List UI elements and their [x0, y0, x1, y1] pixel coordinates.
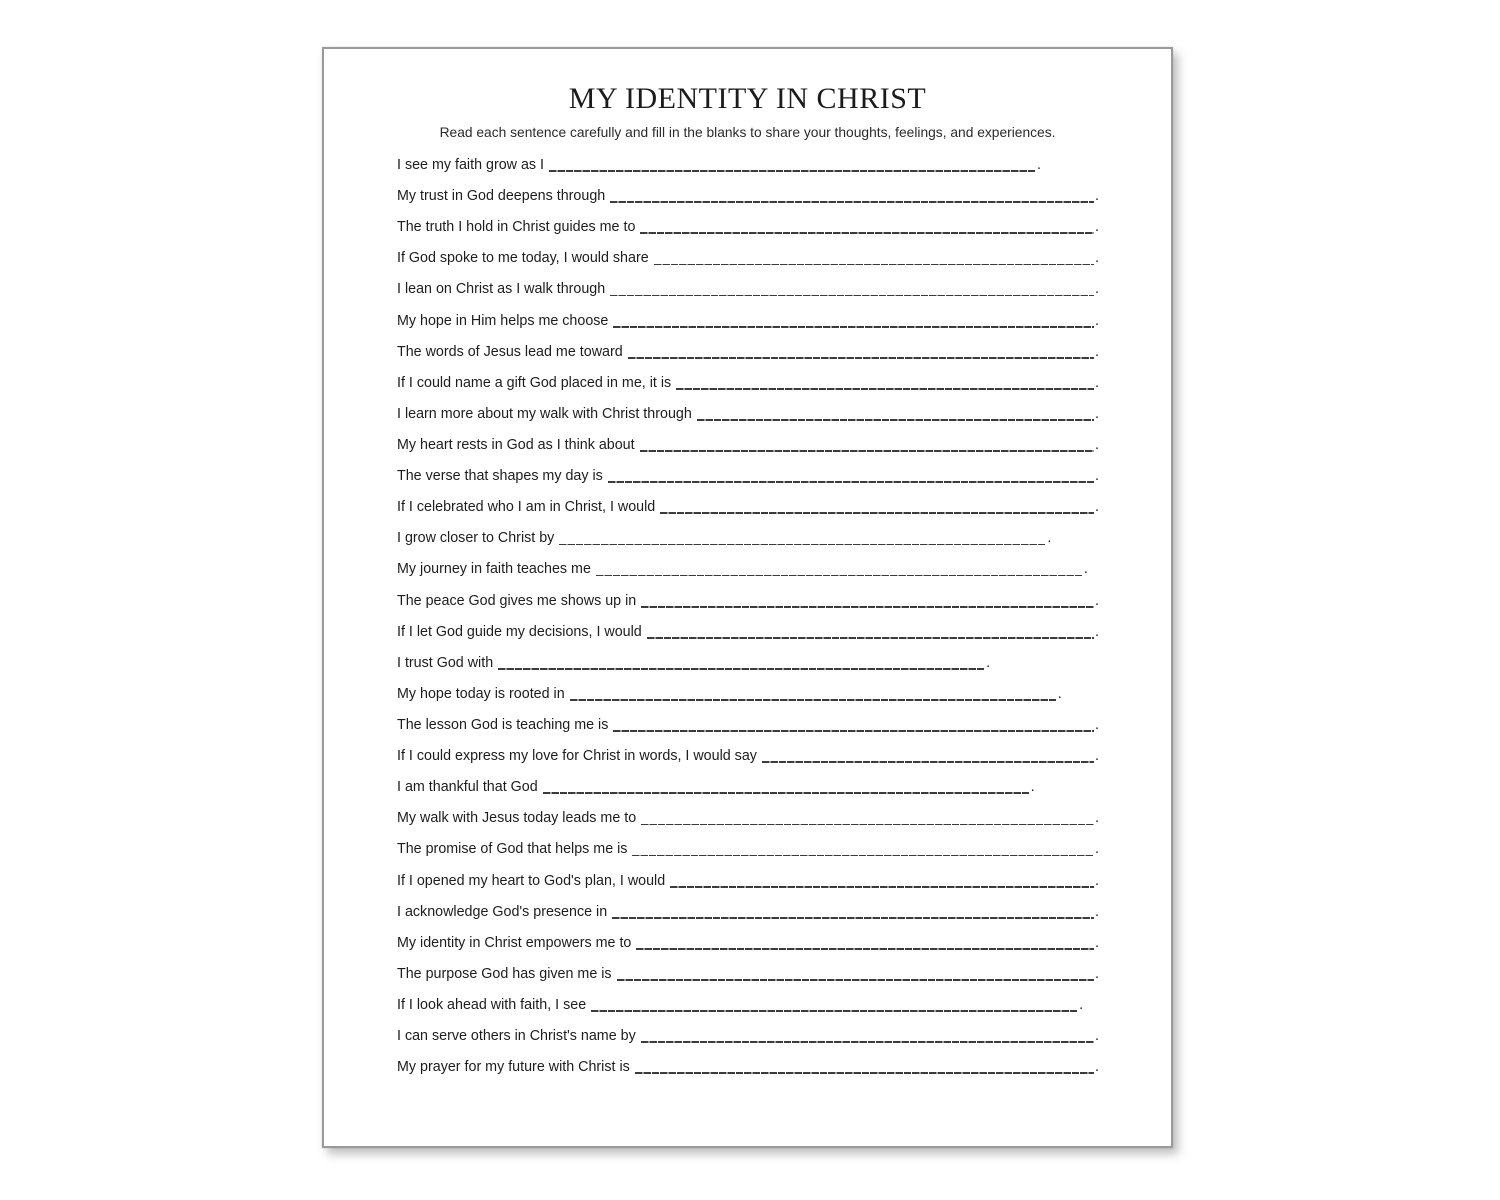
- sentence-prompt: If I could express my love for Christ in words, I would say: [397, 748, 757, 765]
- fill-in-blank[interactable]: [608, 481, 1094, 483]
- fill-in-blank[interactable]: [610, 201, 1094, 203]
- fill-in-blank[interactable]: [632, 855, 1094, 857]
- fill-in-blank[interactable]: [591, 1010, 1078, 1012]
- fill-in-blank[interactable]: [635, 1072, 1094, 1074]
- sentence-row-21: [397, 779, 1099, 810]
- sentence-prompt: I learn more about my walk with Christ through: [397, 405, 692, 422]
- sentence-row-29: [397, 1028, 1099, 1059]
- sentence-row-5: [397, 281, 1099, 312]
- sentence-period: .: [1095, 592, 1099, 609]
- fill-in-blank[interactable]: [641, 824, 1094, 826]
- sentence-row-30: [397, 1059, 1099, 1090]
- sentence-period: .: [1095, 281, 1099, 298]
- sentence-prompt: I can serve others in Christ's name by: [397, 1028, 636, 1045]
- fill-in-blank[interactable]: [654, 264, 1094, 266]
- fill-in-blank[interactable]: [498, 668, 985, 670]
- fill-in-blank[interactable]: [697, 419, 1094, 421]
- sentence-row-27: [397, 966, 1099, 997]
- sentence-prompt: The verse that shapes my day is: [397, 468, 603, 485]
- sentence-prompt: If I could name a gift God placed in me, it is: [397, 374, 672, 391]
- fill-in-blank[interactable]: [640, 232, 1094, 234]
- sentence-row-19: [397, 717, 1099, 748]
- sentence-prompt: My prayer for my future with Christ is: [397, 1059, 630, 1076]
- sentence-row-24: [397, 873, 1099, 904]
- sentence-row-15: [397, 593, 1099, 624]
- sentence-row-14: [397, 561, 1099, 592]
- fill-in-blank[interactable]: [570, 699, 1057, 701]
- fill-in-blank[interactable]: [559, 544, 1046, 546]
- sentence-row-3: [397, 219, 1099, 250]
- sentence-row-11: [397, 468, 1099, 499]
- fill-in-blank[interactable]: [641, 1041, 1094, 1043]
- sentence-prompt: The promise of God that helps me is: [397, 841, 628, 858]
- sentence-prompt: The words of Jesus lead me toward: [397, 343, 623, 360]
- fill-in-blank[interactable]: [640, 450, 1094, 452]
- fill-in-blank[interactable]: [543, 792, 1030, 794]
- sentence-period: .: [1095, 250, 1099, 267]
- sentence-row-6: [397, 313, 1099, 344]
- sentence-prompt: My hope in Him helps me choose: [397, 312, 609, 329]
- sentence-prompt: I grow closer to Christ by: [397, 530, 555, 547]
- page-subtitle: Read each sentence carefully and fill in the blanks to share your thoughts, feelings, and experiences.: [439, 125, 1056, 140]
- sentence-row-16: [397, 624, 1099, 655]
- sentence-row-17: [397, 655, 1099, 686]
- sentence-period: .: [1047, 530, 1052, 547]
- sentence-period: .: [1095, 499, 1099, 516]
- sentence-list: [397, 157, 1099, 1090]
- sentence-period: .: [1095, 716, 1099, 733]
- sentence-prompt: I see my faith grow as I: [397, 157, 544, 173]
- sentence-prompt: The lesson God is teaching me is: [397, 716, 609, 733]
- sentence-prompt: My heart rests in God as I think about: [397, 436, 635, 453]
- sentence-period: .: [1037, 157, 1041, 173]
- fill-in-blank[interactable]: [617, 979, 1094, 981]
- sentence-period: .: [1095, 468, 1099, 485]
- sentence-row-18: [397, 686, 1099, 717]
- sentence-period: .: [1095, 374, 1099, 391]
- fill-in-blank[interactable]: [596, 575, 1083, 577]
- sentence-period: .: [1095, 903, 1099, 920]
- fill-in-blank[interactable]: [612, 917, 1094, 919]
- sentence-period: .: [1095, 748, 1099, 765]
- sentence-row-28: [397, 997, 1099, 1028]
- fill-in-blank[interactable]: [762, 761, 1094, 763]
- sentence-period: .: [1095, 623, 1099, 640]
- sentence-prompt: My trust in God deepens through: [397, 188, 606, 205]
- sentence-prompt: My journey in faith teaches me: [397, 561, 591, 578]
- sentence-row-4: [397, 250, 1099, 281]
- sentence-prompt: I am thankful that God: [397, 779, 538, 796]
- fill-in-blank[interactable]: [676, 388, 1094, 390]
- page-title: MY IDENTITY IN CHRIST: [568, 82, 927, 115]
- sentence-prompt: If I look ahead with faith, I see: [397, 996, 587, 1013]
- sentence-row-10: [397, 437, 1099, 468]
- sentence-row-25: [397, 904, 1099, 935]
- fill-in-blank[interactable]: [670, 886, 1094, 888]
- sentence-period: .: [1079, 996, 1084, 1013]
- sentence-period: .: [1095, 810, 1099, 827]
- sentence-prompt: The truth I hold in Christ guides me to: [397, 219, 636, 236]
- worksheet-page: [322, 47, 1173, 1148]
- sentence-prompt: I trust God with: [397, 654, 494, 671]
- sentence-period: .: [1095, 188, 1099, 205]
- fill-in-blank[interactable]: [610, 295, 1094, 297]
- sentence-row-13: [397, 530, 1099, 561]
- sentence-row-12: [397, 499, 1099, 530]
- sentence-period: .: [1095, 436, 1099, 453]
- sentence-prompt: My hope today is rooted in: [397, 685, 565, 702]
- sentence-period: .: [1095, 841, 1099, 858]
- sentence-period: .: [1083, 561, 1088, 578]
- sentence-row-8: [397, 375, 1099, 406]
- sentence-prompt: If I let God guide my decisions, I would: [397, 623, 642, 640]
- sentence-period: .: [1095, 1059, 1099, 1076]
- sentence-period: .: [1095, 965, 1099, 982]
- fill-in-blank[interactable]: [647, 637, 1094, 639]
- fill-in-blank[interactable]: [613, 326, 1094, 328]
- sentence-prompt: My identity in Christ empowers me to: [397, 934, 632, 951]
- sentence-prompt: The purpose God has given me is: [397, 965, 612, 982]
- sentence-prompt: I lean on Christ as I walk through: [397, 281, 606, 298]
- sentence-prompt: If I opened my heart to God's plan, I would: [397, 872, 666, 889]
- sentence-period: .: [1030, 779, 1035, 796]
- sentence-period: .: [1095, 1028, 1099, 1045]
- sentence-prompt: I acknowledge God's presence in: [397, 903, 608, 920]
- sentence-period: .: [1095, 219, 1099, 236]
- sentence-period: .: [1095, 872, 1099, 889]
- sentence-row-23: [397, 841, 1099, 872]
- sentence-row-20: [397, 748, 1099, 779]
- sentence-row-9: [397, 406, 1099, 437]
- fill-in-blank[interactable]: [628, 357, 1094, 359]
- sentence-row-7: [397, 344, 1099, 375]
- sentence-row-26: [397, 935, 1099, 966]
- sentence-prompt: The peace God gives me shows up in: [397, 592, 637, 609]
- sentence-period: .: [1095, 405, 1099, 422]
- sentence-row-2: [397, 188, 1099, 219]
- sentence-prompt: My walk with Jesus today leads me to: [397, 810, 637, 827]
- sentence-period: .: [986, 654, 991, 671]
- sentence-period: .: [1095, 343, 1099, 360]
- sentence-row-22: [397, 810, 1099, 841]
- fill-in-blank[interactable]: [636, 948, 1094, 950]
- fill-in-blank[interactable]: [549, 170, 1036, 172]
- fill-in-blank[interactable]: [641, 606, 1094, 608]
- fill-in-blank[interactable]: [613, 730, 1094, 732]
- sentence-period: .: [1057, 685, 1062, 702]
- sentence-period: .: [1095, 312, 1099, 329]
- sentence-row-1: [397, 157, 1099, 188]
- sentence-prompt: If God spoke to me today, I would share: [397, 250, 649, 267]
- sentence-prompt: If I celebrated who I am in Christ, I would: [397, 499, 656, 516]
- fill-in-blank[interactable]: [660, 512, 1094, 514]
- sentence-period: .: [1095, 934, 1099, 951]
